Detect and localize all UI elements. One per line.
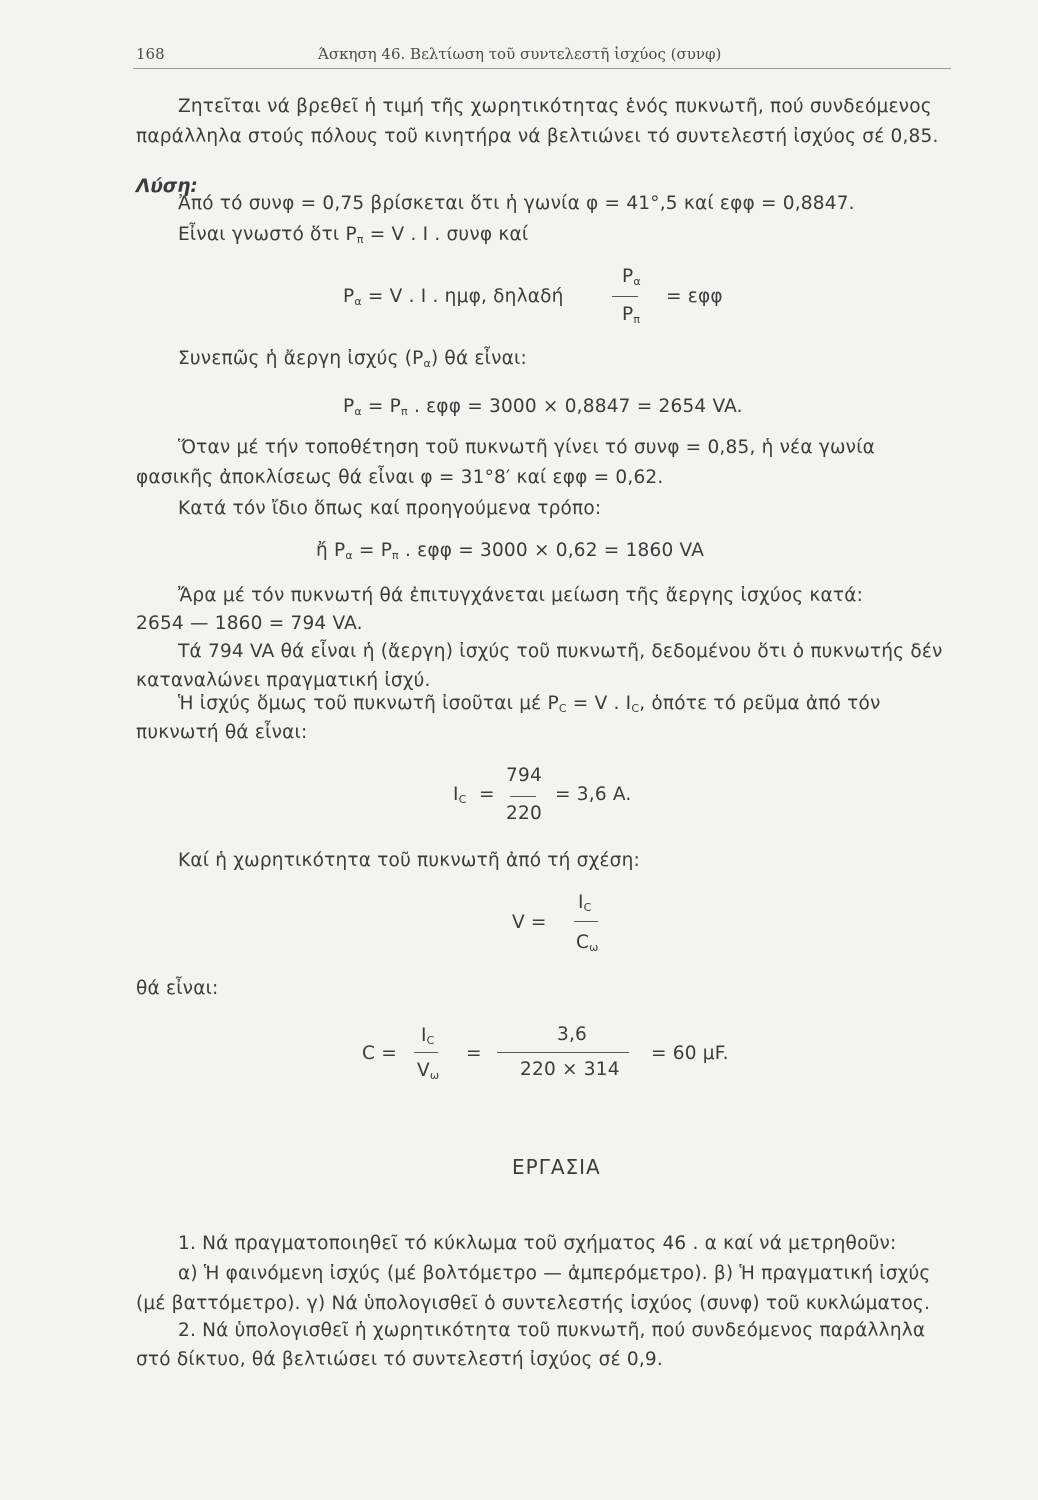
solution-line-8: 2654 — 1860 = 794 VA. bbox=[136, 613, 363, 634]
eq4-equals: = bbox=[479, 784, 495, 805]
problem-line-2: παράλληλα στούς πόλους τοῦ κινητήρα νά βελτιώνει τό συντελεστή ἰσχύος σέ 0,85. bbox=[136, 126, 939, 147]
eq6-numerator-1: $I_C$ bbox=[421, 1025, 435, 1047]
running-title: Άσκηση 46. Βελτίωση τοῦ συντελεστῆ ἰσχύος (συνφ) bbox=[318, 45, 722, 63]
eq1-right: = εφφ bbox=[666, 286, 723, 307]
eq4-right: = 3,6 A. bbox=[555, 784, 632, 805]
eq6-fraction-bar-1 bbox=[414, 1052, 438, 1053]
eq5-left: V = bbox=[512, 912, 547, 933]
eq1-numerator: $P_\alpha$ bbox=[622, 266, 641, 288]
eq5-denominator: $C_\omega$ bbox=[576, 932, 599, 954]
solution-line-7: Ἄρα μέ τόν πυκνωτή θά ἐπιτυγχάνεται μείωση τῆς ἄεργης ἰσχύος κατά: bbox=[178, 585, 864, 606]
header-rule bbox=[133, 68, 951, 69]
eq6-right: = 60 μF. bbox=[651, 1043, 729, 1064]
page-number: 168 bbox=[136, 45, 165, 63]
eq4-denominator: 220 bbox=[506, 803, 542, 824]
work-item-2-line-1: 2. Νά ὑπολογισθεῖ ἡ χωρητικότητα τοῦ πυκνωτῆ, πού συνδεόμενος παράλληλα bbox=[178, 1320, 926, 1341]
solution-line-13: Καί ἡ χωρητικότητα τοῦ πυκνωτῆ ἀπό τή σχέση: bbox=[178, 850, 640, 871]
equation-reactive-power: $P_\alpha = V$ . I . ημφ, δηλαδή bbox=[343, 286, 564, 308]
eq4-numerator: 794 bbox=[506, 765, 542, 786]
eq6-denominator-1: $V_\omega$ bbox=[417, 1060, 440, 1082]
work-item-1-line-1: 1. Νά πραγματοποιηθεῖ τό κύκλωμα τοῦ σχήματος 46 . α καί νά μετρηθοῦν: bbox=[178, 1233, 897, 1254]
section-title: ΕΡΓΑΣΙΑ bbox=[512, 1155, 601, 1179]
eq6-left: C = bbox=[362, 1043, 397, 1064]
eq4-fraction-bar bbox=[510, 796, 536, 797]
eq1-denominator: $P_\pi$ bbox=[622, 304, 641, 326]
solution-line-1: Ἀπό τό συνφ = 0,75 βρίσκεται ὅτι ἡ γωνία φ = 41°,5 καί εφφ = 0,8847. bbox=[178, 193, 855, 214]
solution-line-5: φασικῆς ἀποκλίσεως θά εἶναι φ = 31°8′ καί εφφ = 0,62. bbox=[136, 467, 664, 488]
eq4-left: $I_C$ bbox=[453, 784, 467, 806]
equation-reactive-value: $P_\alpha = P_\pi$ . εφφ = 3000 × 0,8847 = 2654 VA. bbox=[343, 396, 743, 418]
problem-line-1: Ζητεῖται νά βρεθεῖ ἡ τιμή τῆς χωρητικότητας ἑνός πυκνωτῆ, πού συνδεόμενος bbox=[178, 96, 932, 117]
eq5-fraction-bar bbox=[574, 921, 598, 922]
solution-line-6: Κατά τόν ἴδιο ὅπως καί προηγούμενα τρόπο: bbox=[178, 498, 602, 519]
solution-line-12: πυκνωτή θά εἶναι: bbox=[136, 722, 308, 743]
eq5-numerator: $I_C$ bbox=[578, 892, 592, 914]
eq6-denominator-2: 220 × 314 bbox=[520, 1059, 620, 1080]
solution-line-10: καταναλώνει πραγματική ἰσχύ. bbox=[136, 670, 431, 691]
work-item-2-line-2: στό δίκτυο, θά βελτιώσει τό συντελεστή ἰσχύος σέ 0,9. bbox=[136, 1349, 663, 1370]
eq6-fraction-bar-2 bbox=[497, 1052, 629, 1053]
solution-line-2: Εἶναι γνωστό ὅτι $P_\pi = V$ . I . συνφ καί bbox=[178, 224, 529, 246]
solution-line-3: Συνεπῶς ἡ ἄεργη ἰσχύς $(P_\alpha)$ θά εἶναι: bbox=[178, 348, 527, 370]
solution-label: Λύση: bbox=[136, 176, 198, 197]
solution-line-11: Ἡ ἰσχύς ὅμως τοῦ πυκνωτῆ ἰσοῦται μέ $P_C = V$ . $I_C$, ὁπότε τό ρεῦμα ἀπό τόν bbox=[178, 693, 881, 715]
equation-new-reactive: ἤ $P_\alpha = P_\pi$ . εφφ = 3000 × 0,62 = 1860 VA bbox=[316, 540, 705, 562]
solution-line-14: θά εἶναι: bbox=[136, 978, 219, 999]
work-item-1-line-3: (μέ βαττόμετρο). γ) Νά ὑπολογισθεῖ ὁ συντελεστής ἰσχύος (συνφ) τοῦ κυκλώματος. bbox=[136, 1293, 931, 1314]
eq6-equals: = bbox=[466, 1043, 482, 1064]
eq1-fraction-bar bbox=[612, 296, 638, 297]
work-item-1-line-2: α) Ἡ φαινόμενη ἰσχύς (μέ βολτόμετρο — ἀμπερόμετρο). β) Ἡ πραγματική ἰσχύς bbox=[178, 1263, 931, 1284]
solution-line-9: Τά 794 VA θά εἶναι ἡ (ἄεργη) ἰσχύς τοῦ πυκνωτῆ, δεδομένου ὅτι ὁ πυκνωτής δέν bbox=[178, 641, 943, 662]
solution-line-4: Ὅταν μέ τήν τοποθέτηση τοῦ πυκνωτῆ γίνει τό συνφ = 0,85, ἡ νέα γωνία bbox=[178, 437, 876, 458]
eq6-numerator-2: 3,6 bbox=[557, 1024, 588, 1045]
